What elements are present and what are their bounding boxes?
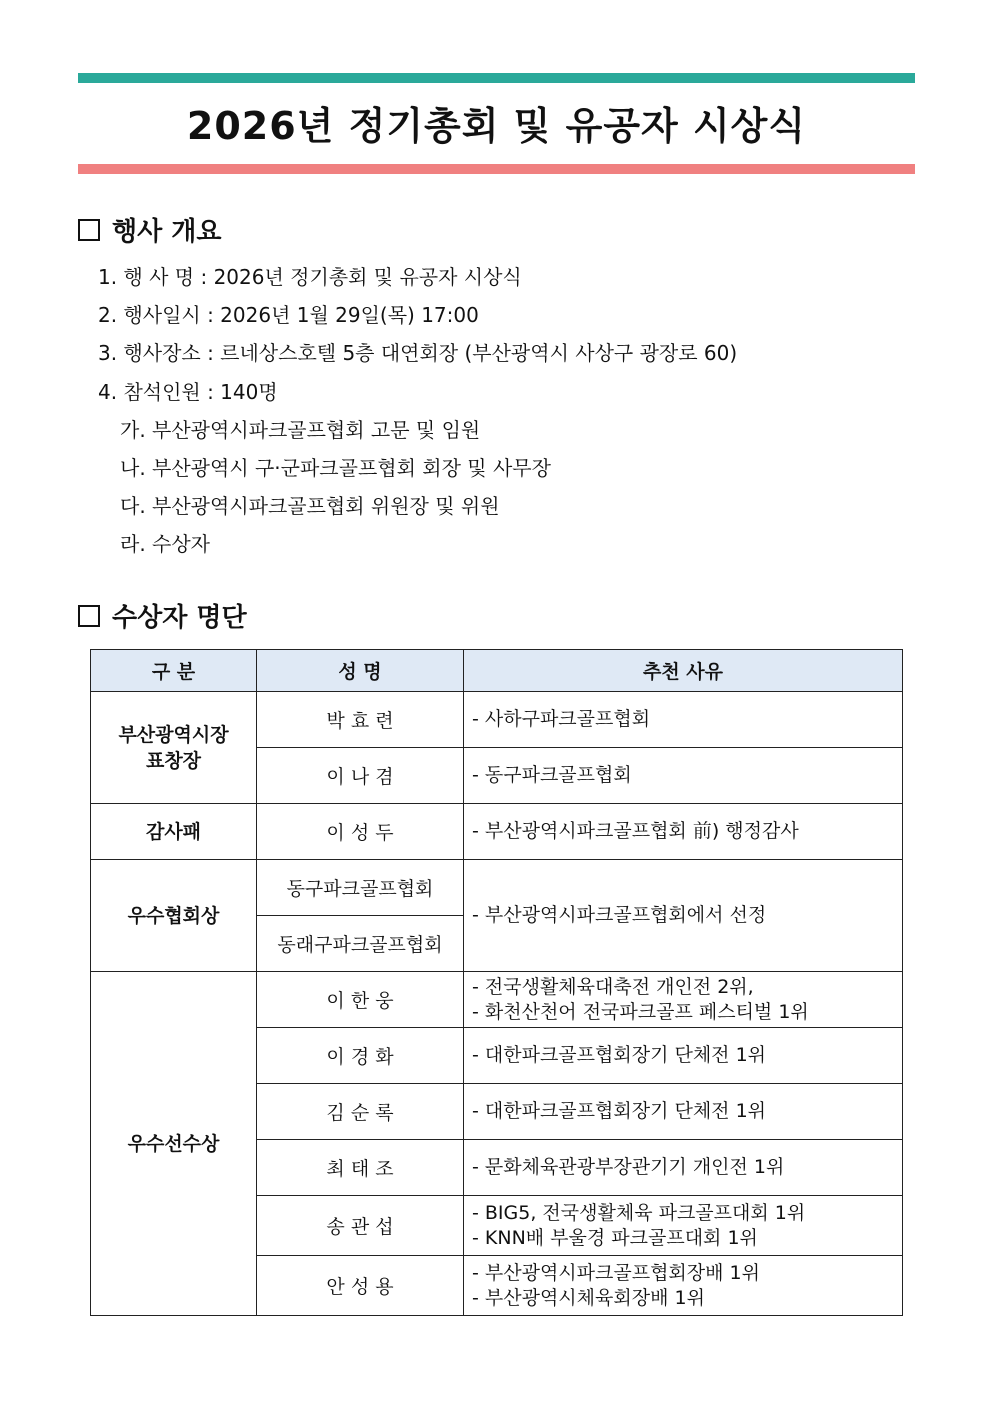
reason-line: - 동구파크골프협회 — [472, 764, 632, 786]
attendee-subitem: 가. 부산광역시파크골프협회 고문 및 임원 — [120, 417, 481, 442]
attendee-subitem: 나. 부산광역시 구·군파크골프협회 회장 및 사무장 — [120, 456, 551, 481]
section-heading-overview-label: 행사 개요 — [112, 217, 222, 247]
category-label: 표창장 — [145, 749, 202, 772]
name-cell: 이 경 화 — [257, 1028, 464, 1084]
overview-item: 3. 행사장소 : 르네상스호텔 5층 대연회장 (부산광역시 사상구 광장로 60) — [98, 341, 738, 366]
reason-line: - 부산광역시파크골프협회장배 1위 — [472, 1261, 760, 1284]
reason-line: - 문화체육관광부장관기기 개인전 1위 — [472, 1156, 785, 1178]
reason-cell — [464, 748, 903, 804]
event-overview-list — [98, 258, 737, 564]
name-cell: 이 나 겸 — [257, 748, 464, 804]
table-row — [91, 692, 903, 748]
reason-line: - 대한파크골프협회장기 단체전 1위 — [472, 1044, 767, 1066]
category-cell — [91, 692, 257, 804]
name-cell: 이 성 두 — [257, 804, 464, 860]
attendee-subitem: 라. 수상자 — [120, 532, 210, 557]
title-top-bar — [78, 73, 915, 83]
reason-line: - 전국생활체육대축전 개인전 2위, — [472, 975, 754, 998]
table-row — [91, 860, 903, 916]
name-cell: 박 효 련 — [257, 692, 464, 748]
reason-cell — [464, 1084, 903, 1140]
page-title: 2026년 정기총회 및 유공자 시상식 — [186, 104, 807, 148]
category-cell: 우수선수상 — [91, 972, 257, 1316]
reason-line: - KNN배 부울경 파크골프대회 1위 — [472, 1226, 758, 1249]
name-cell: 이 한 웅 — [257, 972, 464, 1028]
overview-item: 2. 행사일시 : 2026년 1월 29일(목) 17:00 — [98, 303, 479, 328]
table-row — [91, 972, 903, 1028]
header-reason: 추천 사유 — [464, 650, 903, 692]
name-cell: 최 태 조 — [257, 1140, 464, 1196]
awardee-table — [90, 649, 903, 1316]
reason-line: - BIG5, 전국생활체육 파크골프대회 1위 — [472, 1201, 806, 1224]
reason-cell — [464, 860, 903, 972]
category-cell: 우수협회상 — [91, 860, 257, 972]
section-heading-overview — [78, 215, 222, 249]
overview-item: 1. 행 사 명 : 2026년 정기총회 및 유공자 시상식 — [98, 265, 522, 289]
name-cell: 송 관 섭 — [257, 1196, 464, 1256]
name-cell: 동래구파크골프협회 — [257, 916, 464, 972]
checkbox-square-icon — [78, 219, 100, 241]
reason-line: - 부산광역시파크골프협회에서 선정 — [472, 904, 767, 926]
reason-cell — [464, 972, 903, 1028]
reason-cell — [464, 692, 903, 748]
name-cell: 동구파크골프협회 — [257, 860, 464, 916]
table-header-row — [91, 650, 903, 692]
header-name: 성 명 — [257, 650, 464, 692]
checkbox-square-icon — [78, 605, 100, 627]
reason-cell — [464, 1196, 903, 1256]
reason-line: - 부산광역시체육회장배 1위 — [472, 1286, 705, 1309]
category-cell: 감사패 — [91, 804, 257, 860]
section-heading-awardees — [78, 601, 247, 635]
reason-line: - 부산광역시파크골프협회 前) 행정감사 — [472, 820, 799, 842]
name-cell: 안 성 용 — [257, 1256, 464, 1316]
header-category: 구 분 — [91, 650, 257, 692]
reason-cell — [464, 1140, 903, 1196]
title-bottom-bar — [78, 164, 915, 174]
category-label: 부산광역시장 — [118, 723, 229, 746]
name-cell: 김 순 록 — [257, 1084, 464, 1140]
reason-line: - 화천산천어 전국파크골프 페스티벌 1위 — [472, 1000, 809, 1023]
overview-item: 4. 참석인원 : 140명 — [98, 379, 278, 404]
reason-cell — [464, 1028, 903, 1084]
table-row — [91, 804, 903, 860]
reason-cell — [464, 1256, 903, 1316]
section-heading-awardees-label: 수상자 명단 — [112, 603, 247, 633]
attendee-subitem: 다. 부산광역시파크골프협회 위원장 및 위원 — [120, 494, 500, 519]
reason-line: - 대한파크골프협회장기 단체전 1위 — [472, 1100, 767, 1122]
reason-line: - 사하구파크골프협회 — [472, 708, 651, 730]
reason-cell — [464, 804, 903, 860]
